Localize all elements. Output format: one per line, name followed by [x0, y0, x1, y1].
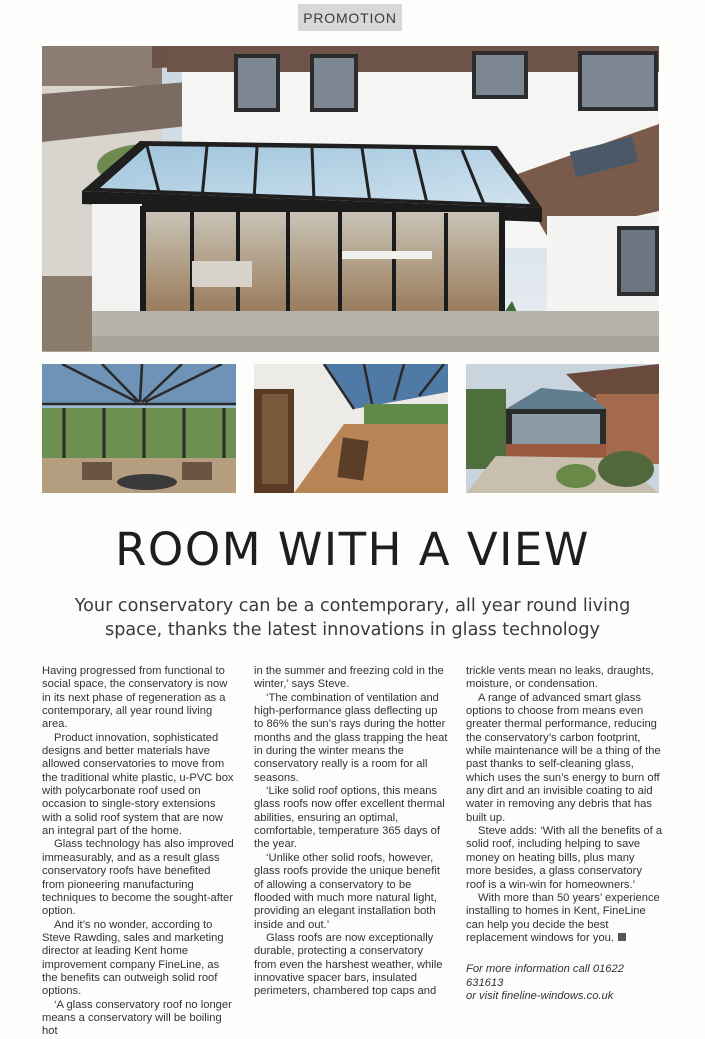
interior-lantern-photo [42, 364, 236, 493]
paragraph: ‘Unlike other solid roofs, however, glass roofs provide the unique benefit of allowing a conservatory to be flooded with much more natural light, providing an elegant installation both inside and out.’ [254, 851, 440, 931]
article-column-2 [254, 665, 448, 999]
paragraph: ‘A glass conservatory roof no longer means a conservatory will be boiling hot [42, 998, 232, 1038]
paragraph: Glass roofs are now exceptionally durable, protecting a conservatory from even the harshest weather, while innovative spacer bars, insulated perimeters, chambered top caps and [254, 931, 443, 998]
end-mark-icon [618, 933, 626, 941]
section-tag: PROMOTION [298, 4, 402, 31]
paragraph: Glass technology has also improved immeasurably, and as a result glass conservatory roofs have benefited from pioneering manufacturing techniques to become the sought-after option. [42, 838, 234, 918]
victorian-conservatory-photo [466, 364, 659, 493]
headline: ROOM WITH A VIEW [115, 523, 590, 576]
paragraph: Having progressed from functional to social space, the conservatory is now in its next phase of regeneration as a contemporary, all year round living area. [42, 665, 228, 731]
dining-room-photo [254, 364, 448, 493]
paragraph: trickle vents mean no leaks, draughts, moisture, or condensation. [466, 665, 654, 691]
paragraph: A range of advanced smart glass options to choose from means even greater thermal performance, reducing the conservatory’s carbon footprint, while maintenance will be a thing of the past thanks to self-cleaning glass, which uses the sun’s energy to burn off any dirt and an invisible coating to aid water in removing any debris that has built up. [466, 691, 661, 824]
paragraph: Steve adds: ‘With all the benefits of a solid roof, including helping to save money on heating bills, plus many more besides, a glass conservatory roof is a win-win for homeowners.’ [466, 825, 663, 891]
paragraph: in the summer and freezing cold in the winter,’ says Steve. [254, 665, 444, 691]
contact-info [466, 963, 663, 1003]
contact-phone: For more information call 01622 631613 [466, 963, 624, 989]
paragraph: And it’s no wonder, according to Steve Rawding, sales and marketing director at leading Kent home improvement company FineLine, as the benefits can outweigh solid roof options. [42, 918, 224, 998]
closing-paragraph [466, 892, 663, 945]
article-column-3 [466, 665, 663, 1003]
paragraph: ‘The combination of ventilation and high-performance glass deflecting up to 86% the sun’s rays during the hotter months and the glass trapping the heat in during the winter means the conservatory really is a room for all seasons. [254, 691, 448, 784]
paragraph: ‘Like solid roof options, this means glass roofs now offer excellent thermal abilities, ensuring an optimal, comfortable, temperature 365 days of the year. [254, 785, 445, 851]
subheadline: Your conservatory can be a contemporary, all year round living space, thanks the latest innovations in glass technology [74, 596, 631, 640]
contact-website: or visit fineline-windows.co.uk [466, 989, 614, 1002]
paragraph: Product innovation, sophisticated designs and better materials have allowed conservatories to move from the traditional white plastic, u-PVC box with polycarbonate roof used on occasion to single-story extensions with a solid roof system that are now an integral part of the home. [42, 731, 234, 838]
hero-photo [42, 46, 659, 352]
article-column-1 [42, 665, 236, 1039]
closing-text: With more than 50 years’ experience installing to homes in Kent, FineLine can help you decide the best replacement windows for you. [466, 891, 660, 944]
